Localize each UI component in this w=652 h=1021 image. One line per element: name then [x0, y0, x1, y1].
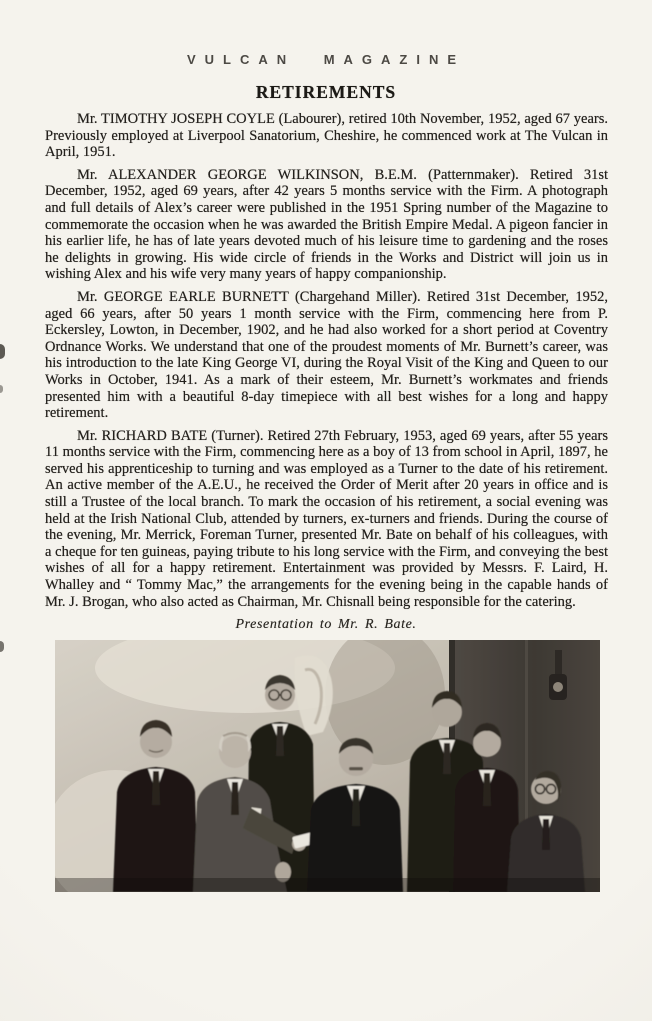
- paragraph-bate: Mr. RICHARD BATE (Turner). Retired 27th February, 1953, aged 69 years, after 55 years 11 months service with the Firm, commencing here as a boy of 13 from school in April, 1897, he served his apprenticeship to turning and was employed as a Turner to the date of his retirement. An active member of the A.E.U., he received the Order of Merit after 20 years in office and is still a Trustee of the local branch. To mark the occasion of his retirement, a social evening was held at the Irish National Club, attended by turners, ex-turners and friends. During the course of the evening, Mr. Merrick, Foreman Turner, presented Mr. Bate on behalf of his colleagues, with a cheque for ten guineas, paying tribute to his long service with the Firm, and conveying the best wishes of all for a happy retirement. Entertainment was provided by Messrs. F. Laird, H. Whalley and “ Tommy Mac,” the arrangements for the evening being in the capable hands of Mr. J. Brogan, who also acted as Chairman, Mr. Chisnall being responsible for the catering.: [45, 427, 608, 610]
- scan-artifact: [0, 641, 4, 652]
- scan-artifact: [0, 344, 5, 359]
- paragraph-wilkinson: Mr. ALEXANDER GEORGE WILKINSON, B.E.M. (Patternmaker). Retired 31st December, 1952, aged 69 years, after 42 years 5 months service with the Firm. A photograph and full details of Alex’s career were published in the 1951 Spring number of the Magazine to commemorate the occasion when he was awarded the British Empire Medal. A pigeon fancier in his earlier life, he has of late years devoted much of his leisure time to gardening and the roses he delights in growing. His wide circle of friends in the Works and District will join us in wishing Alex and his wife very many years of happy companionship.: [45, 166, 608, 283]
- photo-caption: Presentation to Mr. R. Bate.: [235, 617, 417, 633]
- magazine-title: VULCAN MAGAZINE: [186, 52, 466, 67]
- paragraph-burnett: Mr. GEORGE EARLE BURNETT (Chargehand Miller). Retired 31st December, 1952, aged 66 years, after 50 years 1 month service with the Firm, commencing here from P. Eckersley, Lowton, in December, 1902, and he had also worked for a short period at Coventry Ordnance Works. We understand that one of the proudest moments of Mr. Burnett’s career, was his introduction to the late King George VI, during the Royal Visit of the King and Queen to our Works in October, 1941. As a mark of their esteem, Mr. Burnett’s workmates and friends presented him with a beautiful 8-day timepiece with all best wishes for a long and happy retirement.: [45, 288, 608, 422]
- section-title: RETIREMENTS: [255, 82, 397, 102]
- group-photo: [55, 640, 600, 892]
- article-body: [45, 111, 608, 610]
- scan-artifact: [0, 385, 3, 393]
- group-photo-illustration: [55, 640, 600, 892]
- paragraph-coyle: Mr. TIMOTHY JOSEPH COYLE (Labourer), retired 10th November, 1952, aged 67 years. Previously employed at Liverpool Sanatorium, Cheshire, he commenced work at The Vulcan in April, 1951.: [45, 111, 608, 161]
